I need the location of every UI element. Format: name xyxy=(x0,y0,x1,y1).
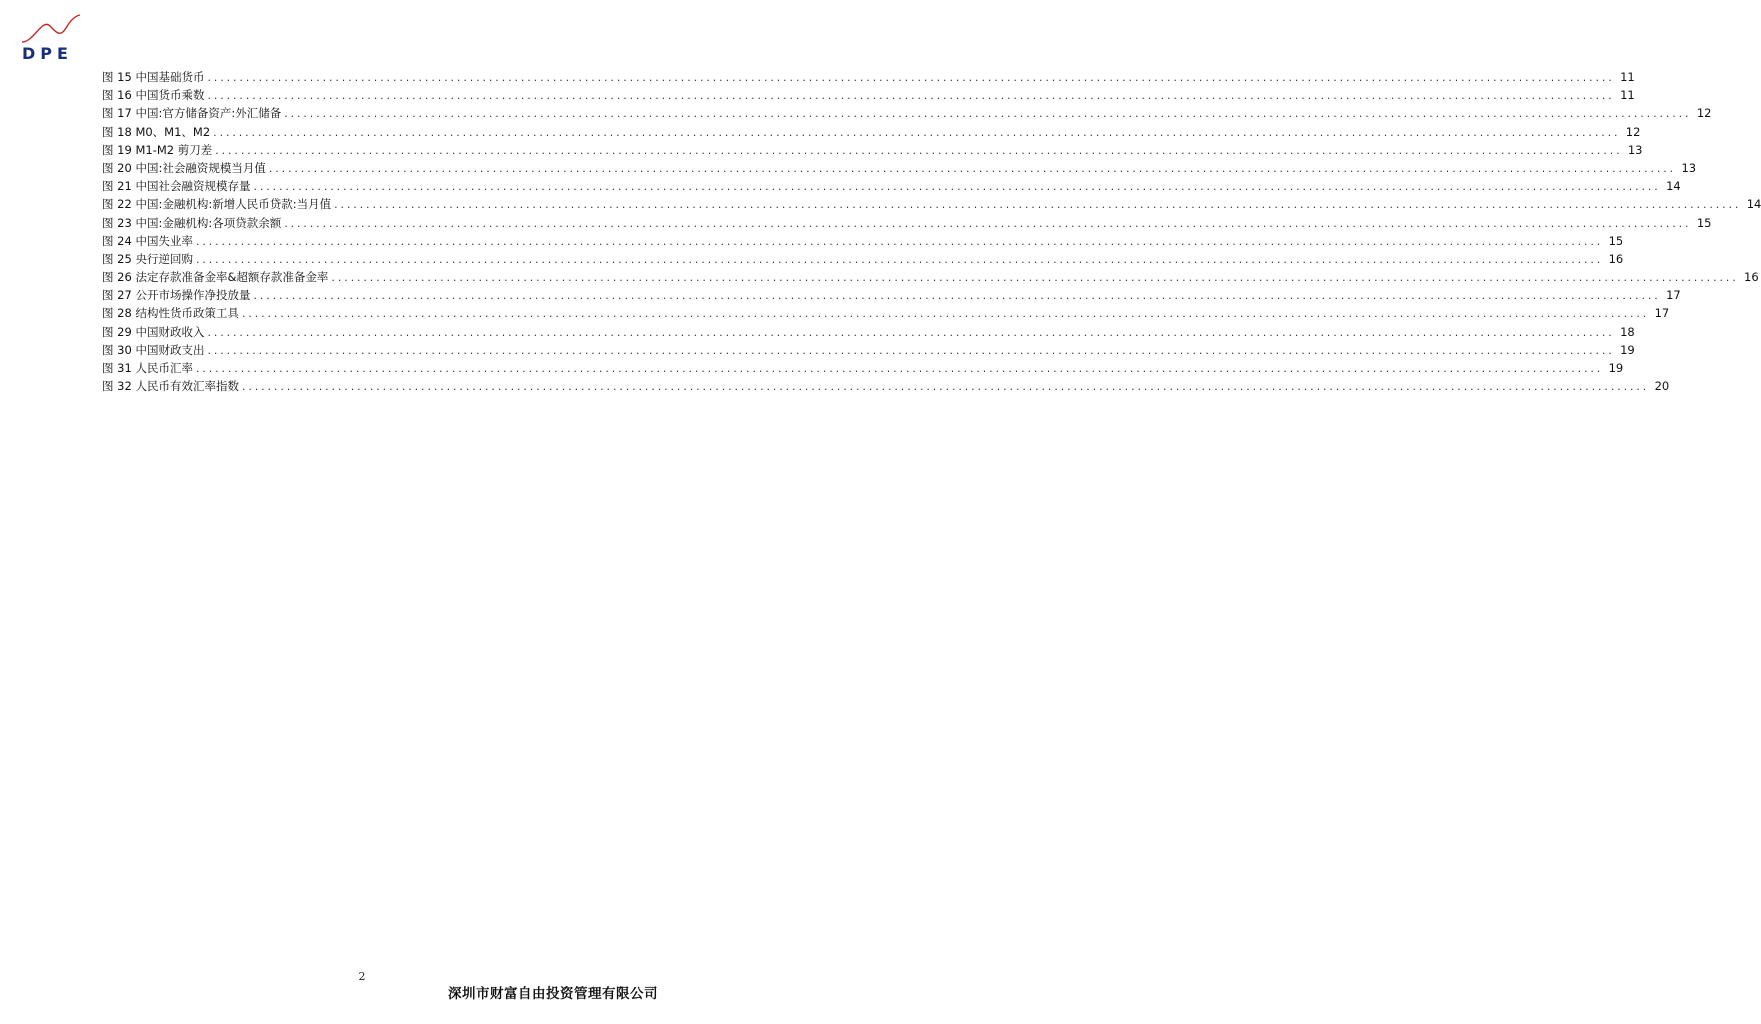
toc-leader-dots: ............................................................................................................................................................................................................................ xyxy=(213,125,1621,139)
toc-entry[interactable] xyxy=(102,196,1761,214)
company-name: 深圳市财富自由投资管理有限公司 xyxy=(448,986,658,1002)
toc-leader-dots: ............................................................................................................................................................................................................................ xyxy=(215,143,1623,157)
toc-leader-dots: ............................................................................................................................................................................................................................ xyxy=(195,252,1604,266)
toc-entry-label: 图 24 中国失业率 xyxy=(102,233,193,248)
toc-entry[interactable] xyxy=(102,251,1624,269)
toc-leader-dots: ............................................................................................................................................................................................................................ xyxy=(331,271,1739,285)
toc-entry[interactable] xyxy=(102,342,1635,360)
toc-entry[interactable] xyxy=(102,124,1641,142)
toc-entry[interactable] xyxy=(102,105,1712,123)
toc-leader-dots: ............................................................................................................................................................................................................................ xyxy=(284,107,1692,121)
toc-entry-label: 图 28 结构性货币政策工具 xyxy=(102,306,239,321)
toc-entry-label: 图 20 中国:社会融资规模当月值 xyxy=(102,160,266,175)
toc-entry[interactable] xyxy=(102,269,1759,287)
table-of-figures xyxy=(102,69,1761,396)
toc-entry-label: 图 23 中国:金融机构:各项贷款余额 xyxy=(102,215,282,230)
toc-entry-label: 图 31 人民币汇率 xyxy=(102,361,193,375)
toc-entry[interactable] xyxy=(102,324,1635,342)
toc-leader-dots: ............................................................................................................................................................................................................................ xyxy=(241,380,1650,394)
toc-entry-page: 11 xyxy=(1620,70,1635,84)
toc-entry-label: 图 15 中国基础货币 xyxy=(102,70,205,84)
toc-entry-page: 13 xyxy=(1681,160,1697,175)
page-number: 2 xyxy=(358,970,366,983)
toc-entry-label: 图 29 中国财政收入 xyxy=(102,324,205,339)
toc-entry-page: 14 xyxy=(1746,197,1761,212)
toc-entry-label: 图 27 公开市场操作净投放量 xyxy=(102,288,251,303)
logo-swoosh-icon xyxy=(20,12,84,46)
toc-entry-label: 图 30 中国财政支出 xyxy=(102,342,205,357)
toc-leader-dots: ............................................................................................................................................................................................................................ xyxy=(284,216,1692,230)
toc-entry-page: 19 xyxy=(1620,342,1635,357)
toc-entry-page: 19 xyxy=(1608,361,1624,375)
toc-entry-page: 16 xyxy=(1744,270,1759,285)
toc-entry[interactable] xyxy=(102,378,1670,396)
toc-entry[interactable] xyxy=(102,87,1635,105)
toc-leader-dots: ............................................................................................................................................................................................................................ xyxy=(253,180,1661,194)
toc-entry-label: 图 16 中国货币乘数 xyxy=(102,88,205,103)
toc-entry-page: 11 xyxy=(1620,88,1635,103)
toc-leader-dots: ............................................................................................................................................................................................................................ xyxy=(207,325,1615,339)
toc-entry-page: 17 xyxy=(1654,306,1670,321)
company-logo xyxy=(20,12,84,64)
toc-entry-page: 15 xyxy=(1608,233,1624,248)
toc-leader-dots: ............................................................................................................................................................................................................................ xyxy=(195,234,1604,248)
toc-entry[interactable] xyxy=(102,178,1681,196)
toc-entry-label: 图 26 法定存款准备金率&超额存款准备金率 xyxy=(102,270,329,285)
toc-leader-dots: ............................................................................................................................................................................................................................ xyxy=(268,161,1677,175)
toc-leader-dots: ............................................................................................................................................................................................................................ xyxy=(207,89,1615,103)
toc-leader-dots: ............................................................................................................................................................................................................................ xyxy=(207,71,1615,84)
toc-leader-dots: ............................................................................................................................................................................................................................ xyxy=(207,343,1615,357)
toc-entry-page: 16 xyxy=(1608,251,1624,266)
toc-entry-label: 图 22 中国:金融机构:新增人民币贷款:当月值 xyxy=(102,197,332,212)
toc-leader-dots: ............................................................................................................................................................................................................................ xyxy=(334,198,1742,212)
toc-entry-label: 图 19 M1-M2 剪刀差 xyxy=(102,142,213,157)
toc-entry[interactable] xyxy=(102,233,1624,251)
logo-text: DPE xyxy=(22,44,73,63)
toc-entry-page: 14 xyxy=(1666,179,1681,194)
toc-entry[interactable] xyxy=(102,287,1681,305)
toc-entry-label: 图 18 M0、M1、M2 xyxy=(102,124,211,139)
toc-entry[interactable] xyxy=(102,160,1697,178)
toc-entry[interactable] xyxy=(102,142,1643,160)
toc-entry-page: 12 xyxy=(1696,106,1712,121)
toc-entry-page: 18 xyxy=(1620,324,1635,339)
toc-entry-label: 图 17 中国:官方储备资产:外汇储备 xyxy=(102,106,282,121)
toc-entry-page: 20 xyxy=(1654,379,1670,394)
toc-entry[interactable] xyxy=(102,305,1670,323)
toc-entry-label: 图 25 央行逆回购 xyxy=(102,251,193,266)
toc-entry-page: 13 xyxy=(1627,142,1643,157)
toc-entry-page: 17 xyxy=(1666,288,1681,303)
toc-entry-page: 15 xyxy=(1696,215,1712,230)
toc-entry[interactable] xyxy=(102,215,1712,233)
toc-entry-page: 12 xyxy=(1625,124,1641,139)
toc-entry-label: 图 32 人民币有效汇率指数 xyxy=(102,379,239,394)
toc-leader-dots: ............................................................................................................................................................................................................................ xyxy=(253,289,1661,303)
toc-leader-dots: ............................................................................................................................................................................................................................ xyxy=(241,307,1650,321)
toc-entry[interactable] xyxy=(102,360,1624,378)
toc-entry[interactable] xyxy=(102,69,1635,87)
toc-entry-label: 图 21 中国社会融资规模存量 xyxy=(102,179,251,194)
toc-leader-dots: ............................................................................................................................................................................................................................ xyxy=(195,362,1604,375)
